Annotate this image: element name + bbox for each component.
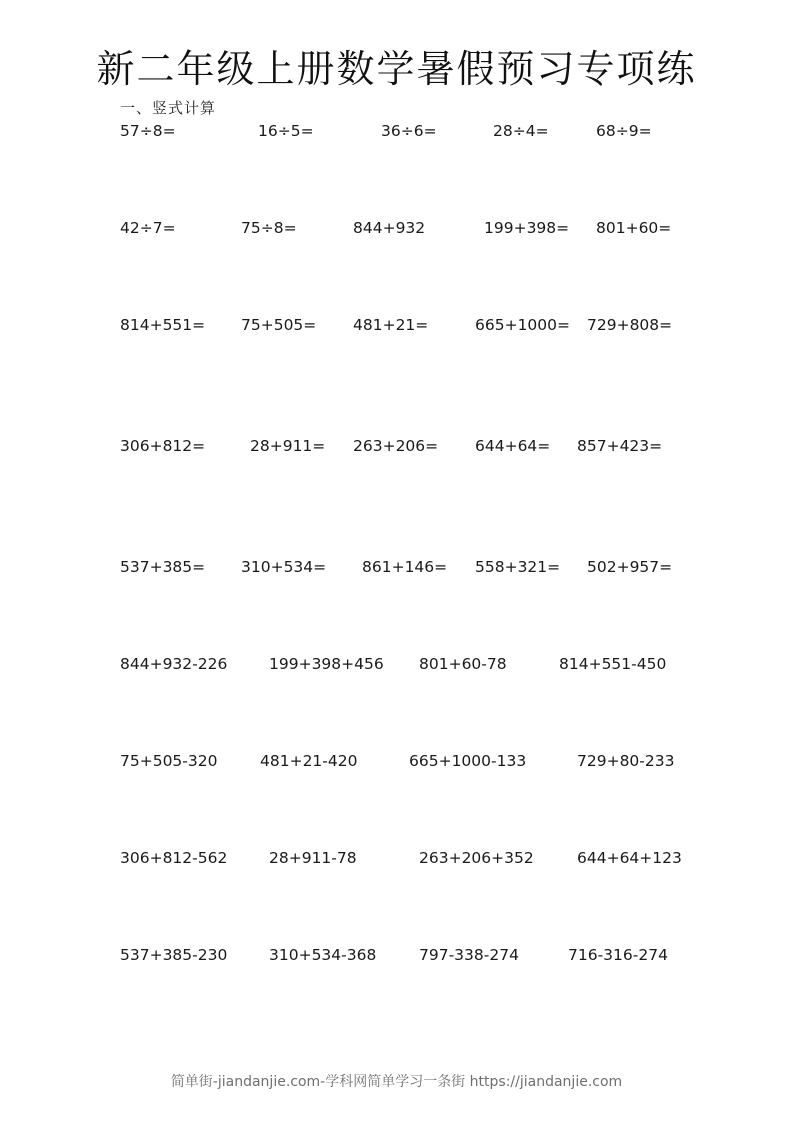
problem: 263+206+352 — [419, 849, 534, 867]
problem: 857+423= — [577, 437, 663, 455]
problem: 75÷8= — [241, 219, 297, 237]
problem: 665+1000= — [475, 316, 571, 334]
problem: 310+534-368 — [269, 946, 377, 964]
problem: 729+808= — [587, 316, 673, 334]
problem: 28÷4= — [493, 122, 549, 140]
problem: 502+957= — [587, 558, 673, 576]
problem: 306+812-562 — [120, 849, 228, 867]
problem-row — [0, 752, 793, 772]
problem: 28+911-78 — [269, 849, 357, 867]
problem: 75+505= — [241, 316, 317, 334]
problem: 36÷6= — [381, 122, 437, 140]
problem-row — [0, 946, 793, 966]
problem: 844+932 — [353, 219, 426, 237]
problem: 199+398= — [484, 219, 570, 237]
problem-row — [0, 219, 793, 239]
problem: 801+60-78 — [419, 655, 507, 673]
footer-watermark: 简单街-jiandanjie.com-学科网简单学习一条街 https://jiandanjie.com — [170, 1074, 623, 1090]
problem: 68÷9= — [596, 122, 652, 140]
problem: 199+398+456 — [269, 655, 384, 673]
problem: 861+146= — [362, 558, 448, 576]
problem: 814+551= — [120, 316, 206, 334]
problem: 306+812= — [120, 437, 206, 455]
page-title: 新二年级上册数学暑假预习专项练 — [96, 47, 697, 91]
problem: 644+64+123 — [577, 849, 682, 867]
problem: 729+80-233 — [577, 752, 675, 770]
problem-row — [0, 316, 793, 336]
problem-row — [0, 558, 793, 578]
problem: 558+321= — [475, 558, 561, 576]
problem-row — [0, 655, 793, 675]
problem: 797-338-274 — [419, 946, 519, 964]
problem: 716-316-274 — [568, 946, 668, 964]
problem: 75+505-320 — [120, 752, 218, 770]
problem: 665+1000-133 — [409, 752, 527, 770]
problem: 310+534= — [241, 558, 327, 576]
problem: 16÷5= — [258, 122, 314, 140]
problem: 481+21= — [353, 316, 429, 334]
problem: 481+21-420 — [260, 752, 358, 770]
problem: 28+911= — [250, 437, 326, 455]
problem: 42÷7= — [120, 219, 176, 237]
problem: 537+385-230 — [120, 946, 228, 964]
section-heading: 一、竖式计算 — [120, 99, 217, 117]
problem: 57÷8= — [120, 122, 176, 140]
problem: 801+60= — [596, 219, 672, 237]
problem-row — [0, 122, 793, 142]
problem: 263+206= — [353, 437, 439, 455]
problem-row — [0, 437, 793, 457]
problem: 814+551-450 — [559, 655, 667, 673]
problem: 644+64= — [475, 437, 551, 455]
problem: 537+385= — [120, 558, 206, 576]
problem: 844+932-226 — [120, 655, 228, 673]
problem-row — [0, 849, 793, 869]
